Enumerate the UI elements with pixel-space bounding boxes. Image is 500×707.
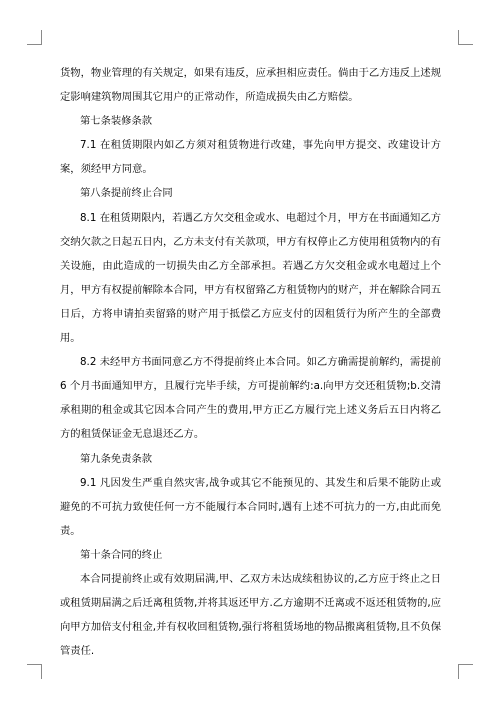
document-body — [60, 61, 441, 663]
clause-8-2: 8.2 未经甲方书面同意乙方不得提前终止本合同。如乙方确需提前解约，需提前6 个月书面通知甲方，且履行完毕手续，方可提前解约:a.向甲方交还租赁物;b.交清承租期的租金或其它因本合同产生的费用,甲方正乙方履行完上述义务后五日内将乙方的租赁保证金无息退还乙方。 — [60, 356, 441, 441]
crop-mark-top-left — [27, 30, 42, 45]
clause-9-1: 9.1 凡因发生严重自然灾害,战争或其它不能预见的、其发生和后果不能防止或避免的不可抗力致使任何一方不能履行本合同时,遇有上述不可抗力的一方,由此而免责。 — [60, 476, 441, 537]
section-heading-9: 第九条免责条款 — [80, 452, 153, 465]
clause-10-body: 本合同提前终止或有效期届满,甲、乙双方未达成续租协议的,乙方应于终止之日或租赁期届满之后迁离租赁物,并将其返还甲方.乙方逾期不迁离或不返还租赁物的,应向甲方加倍支付租金,并有权收回租赁物,强行将租赁场地的物品搬离租赁物,且不负保管责任. — [60, 572, 441, 658]
section-heading-7: 第七条装修条款 — [80, 115, 153, 128]
clause-8-1: 8.1 在租赁期限内，若遇乙方欠交租金或水、电超过个月，甲方在书面通知乙方交纳欠款之日起五日内，乙方未支付有关款项，甲方有权停止乙方使用租赁物内的有关设施，由此造成的一切损失由乙方全部承担。若遇乙方欠交租金或水电超过上个月，甲方有权提前解除本合同，甲方有权留臵乙方租赁物内的财产，并在解除合同五日后，方将申请拍卖留臵的财产用于抵偿乙方应支付的因租赁行为所产生的全部费用。 — [60, 211, 441, 345]
crop-mark-bottom-left — [27, 664, 42, 679]
section-heading-8: 第八条提前终止合同 — [80, 187, 173, 200]
clause-7-1: 7.1 在租赁期限内如乙方须对租赁物进行改建，事先向甲方提交、改建设计方案，须经甲方同意。 — [60, 139, 441, 176]
section-heading-10: 第十条合同的终止 — [80, 548, 163, 561]
paragraph-continuation: 货物，物业管理的有关规定，如果有违反，应承担相应责任。倘由于乙方违反上述规定影响建筑物周围其它用户的正常动作，所造成损失由乙方赔偿。 — [60, 67, 441, 104]
crop-mark-bottom-right — [458, 664, 473, 679]
crop-mark-top-right — [458, 30, 473, 45]
